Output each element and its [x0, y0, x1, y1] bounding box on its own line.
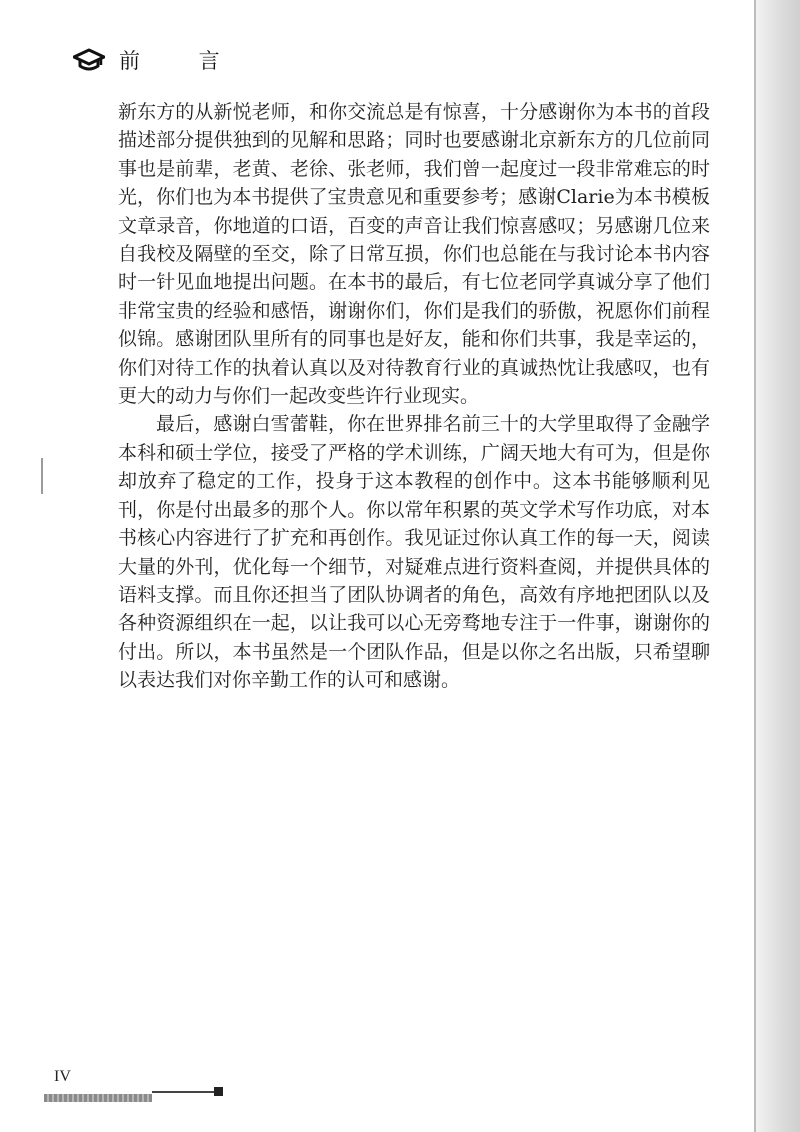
paragraph-2: 最后，感谢白雪蕾鞋，你在世界排名前三十的大学里取得了金融学本科和硕士学位，接受了严格的学术训练，广阔天地大有可为，但是你却放弃了稳定的工作，投身于这本教程的创作中。这本书能够顺利见刊，你是付出最多的那个人。你以常年积累的英文学术写作功底，对本书核心内容进行了扩充和再创作。我见证过你认真工作的每一天，阅读大量的外刊，优化每一个细节，对疑难点进行资料查阅，并提供具体的语料支撑。而且你还担当了团队协调者的角色，高效有序地把团队以及各种资源组织在一起，以让我可以心无旁骛地专注于一件事，谢谢你的付出。所以，本书虽然是一个团队作品，但是以你之名出版，只希望聊以表达我们对你辛勤工作的认可和感谢。 [118, 413, 710, 692]
body-text [118, 98, 710, 695]
margin-mark [41, 458, 43, 494]
footer-marker [214, 1087, 223, 1096]
page-footer [44, 1068, 234, 1108]
page-number: IV [54, 1068, 71, 1085]
footer-rule [152, 1091, 222, 1093]
page-header [73, 44, 246, 76]
graduation-cap-icon [73, 47, 105, 73]
section-title: 前 言 [119, 49, 246, 73]
paragraph-1: 新东方的从新悦老师，和你交流总是有惊喜，十分感谢你为本书的首段描述部分提供独到的见解和思路；同时也要感谢北京新东方的几位前同事也是前辈，老黄、老徐、张老师，我们曾一起度过一段非常难忘的时光，你们也为本书提供了宝贵意见和重要参考；感谢Clarie为本书模板文章录音，你地道的口语，百变的声音让我们惊喜感叹；另感谢几位来自我校及隔壁的至交，除了日常互损，你们也总能在与我讨论本书内容时一针见血地提出问题。在本书的最后，有七位老同学真诚分享了他们非常宝贵的经验和感悟，谢谢你们，你们是我们的骄傲，祝愿你们前程似锦。感谢团队里所有的同事也是好友，能和你们共事，我是幸运的，你们对待工作的执着认真以及对待教育行业的真诚热忱让我感叹，也有更大的动力与你们一起改变些许行业现实。 [118, 101, 710, 408]
page-edge-shadow [754, 0, 800, 1132]
footer-decoration-bar [44, 1094, 152, 1102]
page-edge-line [754, 0, 756, 1132]
